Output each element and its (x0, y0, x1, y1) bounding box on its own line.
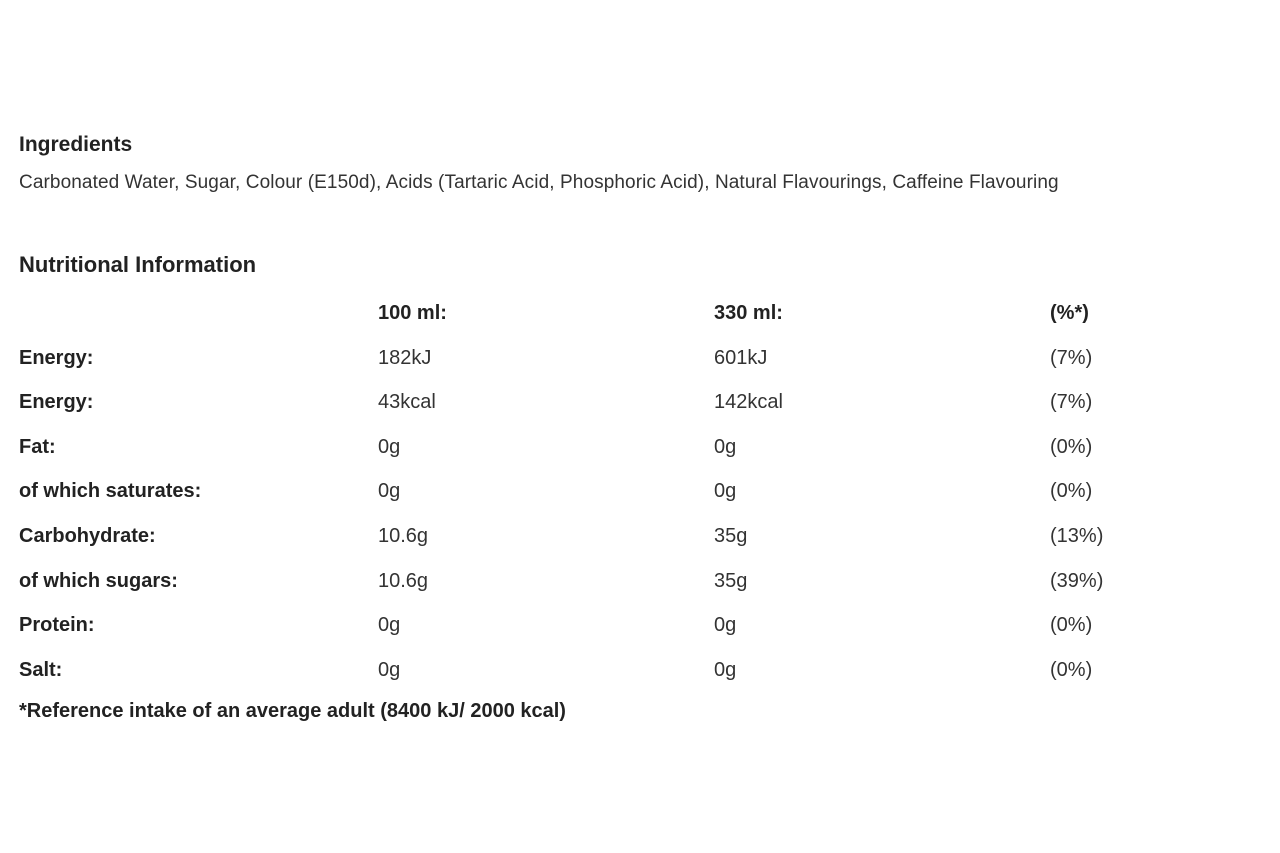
table-row (19, 379, 1259, 424)
nutrient-label: Carbohydrate: (19, 524, 156, 547)
value-330ml: 142kcal (714, 391, 783, 414)
value-percent: (0%) (1050, 480, 1093, 503)
nutrition-heading: Nutritional Information (19, 252, 257, 277)
table-row (19, 602, 1259, 647)
value-100ml: 43kcal (378, 391, 436, 414)
value-100ml: 10.6g (378, 524, 429, 547)
value-330ml: 35g (714, 569, 748, 592)
nutrient-label: Salt: (19, 658, 63, 681)
value-100ml: 0g (378, 480, 401, 503)
reference-intake-footnote: *Reference intake of an average adult (8400 kJ/ 2000 kcal) (19, 700, 566, 722)
value-percent: (39%) (1050, 569, 1104, 592)
nutrient-label: of which saturates: (19, 480, 202, 503)
value-percent: (7%) (1050, 346, 1093, 369)
column-header-percent: (%*) (1050, 302, 1089, 324)
value-330ml: 0g (714, 480, 737, 503)
value-330ml: 0g (714, 435, 737, 458)
value-percent: (0%) (1050, 435, 1093, 458)
nutrient-label: Fat: (19, 435, 56, 458)
nutrient-label: Protein: (19, 614, 95, 637)
column-header-330ml: 330 ml: (714, 302, 783, 324)
table-row (19, 335, 1259, 380)
nutrition-table (19, 290, 1259, 691)
ingredients-text: Carbonated Water, Sugar, Colour (E150d), Acids (Tartaric Acid, Phosphoric Acid), Natural Flavourings, Caffeine Flavouring (19, 172, 1059, 193)
value-330ml: 0g (714, 614, 737, 637)
table-row (19, 468, 1259, 513)
nutrition-header-row (19, 290, 1259, 335)
ingredients-heading: Ingredients (19, 133, 133, 156)
column-header-100ml: 100 ml: (378, 302, 447, 324)
value-330ml: 35g (714, 524, 748, 547)
value-100ml: 0g (378, 435, 401, 458)
value-100ml: 0g (378, 658, 401, 681)
value-percent: (0%) (1050, 614, 1093, 637)
value-100ml: 182kJ (378, 346, 432, 369)
table-row (19, 513, 1259, 558)
value-330ml: 0g (714, 658, 737, 681)
value-percent: (0%) (1050, 658, 1093, 681)
value-330ml: 601kJ (714, 346, 768, 369)
table-row (19, 558, 1259, 603)
nutrient-label: Energy: (19, 391, 94, 414)
nutrient-label: Energy: (19, 346, 94, 369)
table-row (19, 424, 1259, 469)
value-100ml: 10.6g (378, 569, 429, 592)
value-percent: (13%) (1050, 524, 1104, 547)
value-percent: (7%) (1050, 391, 1093, 414)
value-100ml: 0g (378, 614, 401, 637)
table-row (19, 647, 1259, 692)
nutrient-label: of which sugars: (19, 569, 178, 592)
